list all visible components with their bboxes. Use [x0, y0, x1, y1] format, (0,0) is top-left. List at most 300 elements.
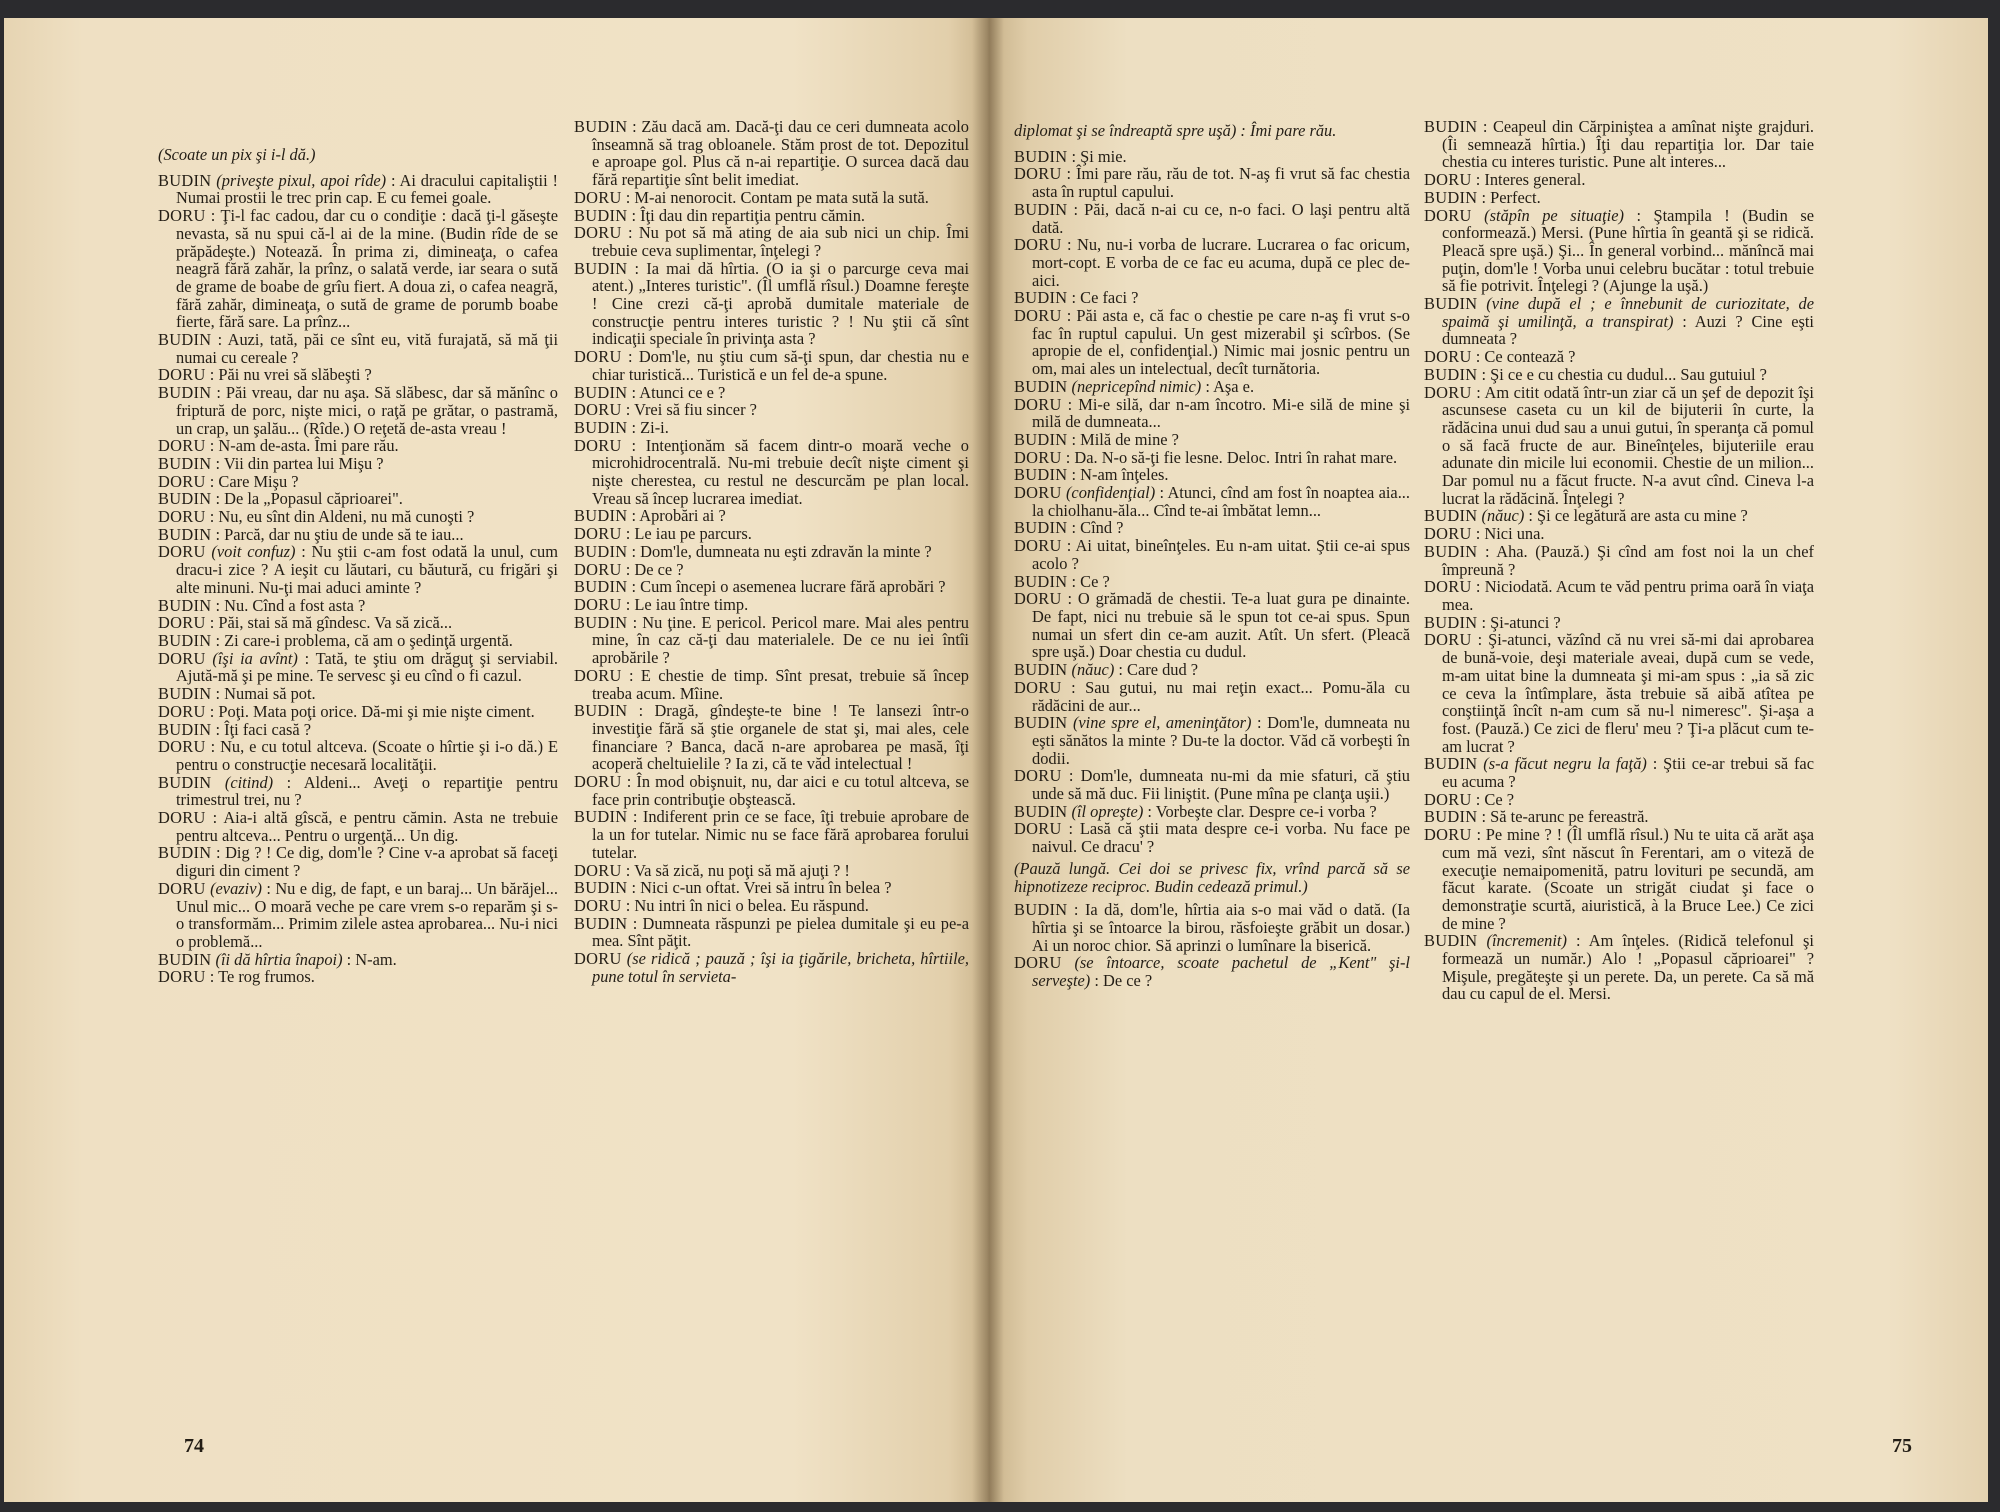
speaker-name: DORU: [1014, 306, 1062, 326]
dialogue-line: BUDIN : De la „Popasul căprioarei".: [158, 489, 403, 509]
dialogue-text: Da. N-o să-ţi fie lesne. Deloc. Intri în rahat mare.: [1074, 447, 1398, 467]
speaker-name: BUDIN: [574, 612, 628, 632]
dialogue-text: Aşa e.: [1213, 376, 1255, 396]
dialogue-text: Sau gutui, nu mai reţin exact... Pomu-ăla cu rădăcini de aur...: [1032, 677, 1410, 715]
stage-direction: (Pauză lungă. Cei doi se privesc fix, vrînd parcă să se hipnotizeze reciproc. Budin cedează primul.): [1014, 858, 1410, 896]
speaker-name: BUDIN: [1424, 541, 1478, 561]
dialogue-line: DORU : Poţi. Mata poţi orice. Dă-mi şi mie nişte ciment.: [158, 701, 535, 721]
speaker-name: DORU: [574, 665, 622, 685]
speaker-name: BUDIN: [158, 630, 212, 650]
dialogue-text: Cum începi o asemenea lucrare fără aprobări ?: [640, 577, 946, 597]
speaker-name: BUDIN: [1014, 199, 1068, 219]
dialogue-text: Nu e dig, de fapt, e un baraj... Un bărăjel... Unul mic... O moară veche pe care vrem s-o reparăm şi s-o transformăm... Primim zilele astea aprobarea... Nu-i nici o problemă...: [176, 878, 558, 951]
speaker-name: DORU: [574, 559, 622, 579]
speaker-name: DORU: [574, 524, 622, 544]
speaker-name: DORU: [1014, 394, 1062, 414]
dialogue-line: BUDIN (îi dă hîrtia înapoi) : N-am.: [158, 949, 397, 969]
dialogue-text: Atunci ce e ?: [639, 382, 726, 402]
dialogue-text: Vrei să fiu sincer ?: [634, 400, 757, 420]
speaker-name: DORU: [1424, 789, 1472, 809]
dialogue-line: BUDIN : Milă de mine ?: [1014, 429, 1179, 449]
dialogue-line: BUDIN : Cum începi o asemenea lucrare fără aprobări ?: [574, 577, 946, 597]
speaker-name: BUDIN: [1424, 294, 1478, 314]
dialogue-text: Ce faci ?: [1080, 288, 1139, 308]
speaker-name: DORU: [1014, 819, 1062, 839]
speaker-direction: (citind): [224, 772, 274, 792]
speaker-name: BUDIN: [574, 205, 628, 225]
dialogue-text: Zi-i.: [640, 417, 669, 437]
speaker-name: DORU: [1424, 347, 1472, 367]
dialogue-text: Lasă că ştii mata despre ce-i vorba. Nu face pe naivul. Ce dracu' ?: [1032, 819, 1410, 857]
dialogue-line: DORU : Şi-atunci, văzînd că nu vrei să-mi dai aprobarea de bună-voie, deşi materiale aveai, după cum se vede, m-am uitat bine la dumneata şi mi-am spus : „ia să zic ce ceva la întîmplare, ăsta trebuie să aibă atîtea pe conştiinţă încît n-am cum să nu-l nimeresc". Şi-aşa a fost. (Pauză.) Ce zici de fleru' meu ? Ţi-a plăcut cum te-am lucrat ?: [1424, 630, 1814, 756]
dialogue-text: Te rog frumos.: [218, 967, 315, 987]
dialogue-line: BUDIN (îl opreşte) : Vorbeşte clar. Despre ce-i vorba ?: [1014, 801, 1377, 821]
dialogue-text: N-am înţeles.: [1080, 465, 1169, 485]
dialogue-text: Îţi dau din repartiţia pentru cămin.: [640, 205, 865, 225]
dialogue-line: DORU : Ce ?: [1424, 789, 1514, 809]
dialogue-text: Le iau pe parcurs.: [634, 524, 752, 544]
dialogue-line: BUDIN : Parcă, dar nu ştiu de unde să te iau...: [158, 524, 464, 544]
dialogue-line: BUDIN : Dig ? ! Ce dig, dom'le ? Cine v-a aprobat să faceţi diguri din ciment ?: [158, 843, 558, 881]
dialogue-text: Mi-e silă, dar n-am încotro. Mi-e silă de mine şi milă de dumneata...: [1032, 394, 1410, 432]
dialogue-text: Ia dă, dom'le, hîrtia aia s-o mai văd o dată. (Ia hîrtia şi se întoarce la birou, răsfoieşte grăbit un dosar.) Ai un noroc chior. Să aprinzi o lumînare la biserică.: [1032, 900, 1410, 955]
dialogue-line: BUDIN : Ia dă, dom'le, hîrtia aia s-o mai văd o dată. (Ia hîrtia şi se întoarce la birou, răsfoieşte grăbit un dosar.) Ai un noroc chior. Să aprinzi o lumînare la biserică.: [1014, 900, 1410, 955]
dialogue-line: BUDIN : Cînd ?: [1014, 518, 1124, 538]
speaker-direction: (se ridică ; pauză ; îşi ia ţigările, bricheta, hîrtiile, pune totul în servieta-: [592, 949, 969, 986]
dialogue-line: DORU : E chestie de timp. Sînt presat, trebuie să încep treaba acum. Mîine.: [574, 665, 969, 703]
speaker-name: DORU: [158, 701, 206, 721]
dialogue-line: DORU : Va să zică, nu poţi să mă ajuţi ? !: [574, 860, 850, 880]
speaker-name: BUDIN: [1424, 612, 1478, 632]
speaker-name: BUDIN: [574, 541, 628, 561]
right-page-column-1: [1014, 118, 1410, 1502]
dialogue-line: BUDIN : Aprobări ai ?: [574, 506, 726, 526]
dialogue-text: Tată, te ştiu om drăguţ şi serviabil. Ajută-mă şi pe mine. Te servesc şi eu cînd o fi cazul.: [176, 648, 558, 686]
dialogue-line: DORU (se întoarce, scoate pachetul de „Kent" şi-l serveşte) : De ce ?: [1014, 953, 1410, 991]
speaker-name: BUDIN: [1424, 506, 1478, 526]
dialogue-line: DORU : Am citit odată într-un ziar că un şef de depozit îşi ascunsese caseta cu un kil de bijuterii în curte, la rădăcina unui dud sau a unui gutui, în speranţa că pomul o să facă fructe de aur. Bineînţeles, bijuteriile erau adunate din micile lui economii. Chestie de un milion... Dar pomul nu a făcut fructe. N-a avut cînd. Cineva l-a lucrat la rădăcină. Înţelegi ?: [1424, 382, 1814, 508]
dialogue-line: DORU : Vrei să fiu sincer ?: [574, 400, 757, 420]
dialogue-text: În mod obişnuit, nu, dar aici e cu totul altceva, se face prin contribuţie obştească.: [592, 772, 969, 809]
speaker-name: BUDIN: [158, 719, 212, 739]
speaker-name: BUDIN: [1014, 571, 1068, 591]
dialogue-text: Dom'le, dumneata nu eşti sănătos la minte ? Du-te la doctor. Văd că vorbeşti în dodii.: [1032, 713, 1410, 768]
speaker-name: BUDIN: [158, 330, 212, 350]
dialogue-line: DORU : Care Mişu ?: [158, 471, 299, 491]
dialogue-line: DORU (evaziv) : Nu e dig, de fapt, e un baraj... Un bărăjel... Unul mic... O moară veche pe care vrem s-o reparăm şi s-o transformăm... Primim zilele astea aprobarea... Nu-i nici o problemă...: [158, 878, 558, 951]
dialogue-text: Ştampila ! (Budin se conformează.) Mersi. (Pune hîrtia în geantă şi se ridică. Pleacă spre uşă.) Şi... În general vorbind... mănîncă mai puţin, dom'le ! Vorba unui celebru bucătar : totul trebuie să fie potrivit. Înţelegi ? (Ajunge la uşă.): [1442, 205, 1814, 296]
dialogue-line: DORU : Nu, e cu totul altceva. (Scoate o hîrtie şi i-o dă.) E pentru o construcţie necesară localităţii.: [158, 737, 558, 774]
dialogue-line: BUDIN (năuc) : Care dud ?: [1014, 660, 1199, 680]
dialogue-text: Dom'le, nu ştiu cum să-ţi spun, dar chestia nu e chiar turistică... Turistică e un fel de-a spune.: [592, 347, 969, 384]
speaker-name: BUDIN: [1424, 187, 1478, 207]
speaker-name: DORU: [1014, 483, 1062, 503]
speaker-name: BUDIN: [1424, 118, 1478, 136]
dialogue-text: Nici c-un oftat. Vrei să intru în belea ?: [640, 878, 892, 898]
dialogue-text: M-ai nenorocit. Contam pe mata sută la sută.: [634, 187, 929, 207]
stage-direction: (Scoate un pix şi i-l dă.): [158, 145, 316, 164]
dialogue-text: Pe mine ? ! (Îl umflă rîsul.) Nu te uita că arăt aşa cum mă vezi, sînt născut în Ferentari, am o viteză de execuţie nemaipomenită, patru lovituri pe secundă, am făcut karate. (Scoate un strigăt ciudat şi face o demonstraţie scurtă, aiuristică, à la Bruce Lee.) Ce zici de mine ?: [1442, 825, 1814, 933]
dialogue-text: Perfect.: [1490, 187, 1541, 207]
dialogue-line: DORU (confidenţial) : Atunci, cînd am fost în noaptea aia... la chiolhanu-ăla... Cînd te-ai îmbătat lemn...: [1014, 483, 1410, 520]
dialogue-line: DORU : Mi-e silă, dar n-am încotro. Mi-e silă de mine şi milă de dumneata...: [1014, 394, 1410, 432]
speaker-name: BUDIN: [158, 453, 212, 473]
dialogue-line: BUDIN : Ia mai dă hîrtia. (O ia şi o parcurge ceva mai atent.) „Interes turistic". (Îl umflă rîsul.) Doamne fereşte ! Cine crezi că-ţi aprobă dumitale materiale de construcţie pentru interes turistic ? ! Nu ştii că sînt indicaţii speciale în privinţa asta ?: [574, 258, 969, 349]
speaker-name: BUDIN: [1014, 900, 1068, 920]
dialogue-text: Am citit odată într-un ziar că un şef de depozit îşi ascunsese caseta cu un kil de bijuterii în curte, la rădăcina unui dud sau a unui gutui, în speranţa că pomul o să facă fructe de aur. Bineînţeles, bijuteriile erau adunate din micile lui economii. Chestie de un milion... Dar pomul nu a făcut fructe. N-a avut cînd. Cineva l-a lucrat la rădăcină. Înţelegi ?: [1442, 382, 1814, 508]
dialogue-line: DORU : Aia-i altă gîscă, e pentru cămin. Asta ne trebuie pentru altceva... Pentru o urgenţă... Un dig.: [158, 808, 558, 845]
dialogue-line: DORU : Păi nu vrei să slăbeşti ?: [158, 365, 372, 385]
dialogue-line: DORU : Păi asta e, că fac o chestie pe care n-aş fi vrut s-o fac în ruptul capului. Un gest mizerabil şi scîrbos. (Se apropie de el, confidenţial.) Nimic mai josnic pentru un om, mai ales un intelectual, decît turnătoria.: [1014, 306, 1410, 379]
speaker-name: BUDIN: [574, 382, 628, 402]
speaker-name: BUDIN: [1424, 364, 1478, 384]
dialogue-line: BUDIN : Dumneata răspunzi pe pielea dumitale şi eu pe-a mea. Sînt păţit.: [574, 913, 969, 951]
dialogue-line: BUDIN : Auzi, tată, păi ce sînt eu, vită furajată, să mă ţii numai cu cereale ?: [158, 330, 558, 367]
dialogue-text: Le iau între timp.: [634, 594, 749, 614]
speaker-name: BUDIN: [158, 772, 212, 792]
speaker-name: BUDIN: [158, 684, 212, 704]
dialogue-line: DORU : Dom'le, dumneata nu-mi da mie sfaturi, că ştiu unde să mă duc. Fii liniştit. (Pune mîna pe clanţa uşii.): [1014, 766, 1410, 804]
dialogue-text: Păi, dacă n-ai cu ce, n-o faci. O laşi pentru altă dată.: [1032, 199, 1410, 237]
speaker-name: BUDIN: [1014, 713, 1068, 733]
speaker-name: DORU: [158, 206, 206, 226]
speaker-name: BUDIN: [158, 524, 212, 544]
dialogue-line: [574, 950, 969, 985]
dialogue-text: Indiferent prin ce se face, îţi trebuie aprobare de la un for tutelar. Nimic nu se face fără aprobarea forului tutelar.: [592, 807, 969, 862]
dialogue-text: Aprobări ai ?: [639, 506, 726, 526]
dialogue-line: DORU : Le iau pe parcurs.: [574, 524, 752, 544]
right-page: [988, 18, 1988, 1502]
dialogue-line: BUDIN : Şi-atunci ?: [1424, 612, 1561, 632]
dialogue-text: Nu intri în nici o belea. Eu răspund.: [634, 895, 869, 915]
dialogue-line: DORU (voit confuz) : Nu ştii c-am fost odată la unul, cum dracu-i zice ? A ieşit cu lăutari, cu băutură, cu frigări şi alte minuni. Nu-ţi mai aduci aminte ?: [158, 542, 558, 597]
dialogue-text: N-am de-asta. Îmi pare rău.: [218, 436, 399, 456]
dialogue-text: Ia mai dă hîrtia. (O ia şi o parcurge ceva mai atent.) „Interes turistic". (Îl umflă rîsul.) Doamne fereşte ! Cine crezi că-ţi aprobă dumitale materiale de construcţie pentru interes turistic ? ! Nu ştii că sînt indicaţii speciale în privinţa asta ?: [592, 258, 969, 349]
dialogue-text: Îţi faci casă ?: [224, 719, 312, 739]
speaker-direction: (încremenit): [1486, 931, 1567, 951]
speaker-name: DORU: [574, 400, 622, 420]
speaker-name: DORU: [1014, 164, 1062, 184]
speaker-name: BUDIN: [574, 417, 628, 437]
speaker-direction: (stăpîn pe situaţie): [1484, 205, 1624, 225]
dialogue-text: Intenţionăm să facem dintr-o moară veche o microhidrocentrală. Nu-mi trebuie decît nişte ciment şi nişte cherestea, cu restul ne descurcăm pe plan local. Vreau să încep lucrarea imediat.: [592, 435, 969, 508]
speaker-direction: (îl opreşte): [1071, 801, 1144, 821]
left-page: [4, 18, 988, 1502]
speaker-name: BUDIN: [574, 258, 628, 278]
speaker-name: DORU: [1014, 235, 1062, 255]
speaker-name: BUDIN: [1014, 146, 1068, 166]
speaker-name: DORU: [574, 187, 622, 207]
dialogue-line: BUDIN : Şi mie.: [1014, 146, 1127, 166]
dialogue-text: Ce ?: [1484, 789, 1514, 809]
dialogue-line: BUDIN (nepricepînd nimic) : Aşa e.: [1014, 376, 1255, 396]
speaker-name: DORU: [574, 949, 622, 969]
dialogue-text: Ştii ce-ar trebui să fac eu acuma ?: [1442, 754, 1814, 792]
speaker-name: DORU: [1424, 577, 1472, 597]
speaker-name: BUDIN: [1014, 429, 1068, 449]
dialogue-line: DORU : De ce ?: [574, 559, 684, 579]
stage-direction: diplomat şi se îndreaptă spre uşă) : Îmi pare rău.: [1014, 121, 1337, 140]
dialogue-line: DORU : Nu pot să mă ating de aia sub nici un chip. Îmi trebuie ceva suplimentar, înţelegi ?: [574, 223, 969, 260]
dialogue-text: Ce contează ?: [1484, 347, 1576, 367]
dialogue-line: DORU : Dom'le, nu ştiu cum să-ţi spun, dar chestia nu e chiar turistică... Turistică e un fel de-a spune.: [574, 347, 969, 384]
dialogue-line: BUDIN : Zău dacă am. Dacă-ţi dau ce ceri dumneata acolo înseamnă să trag obloanele. Stăm prost de tot. Depozitul e aproape gol. Plus că n-ai repartiţie. O surcea dacă dau fără repartiţie sînt belit imediat.: [574, 118, 969, 190]
dialogue-line: BUDIN : N-am înţeles.: [1014, 465, 1169, 485]
dialogue-text: Păi nu vrei să slăbeşti ?: [218, 365, 372, 385]
speaker-name: DORU: [1014, 766, 1062, 786]
dialogue-line: DORU : Interes general.: [1424, 170, 1586, 190]
dialogue-text: Dumneata răspunzi pe pielea dumitale şi eu pe-a mea. Sînt păţit.: [592, 913, 969, 951]
dialogue-text: Şi-atunci, văzînd că nu vrei să-mi dai aprobarea de bună-voie, deşi materiale aveai, după cum se vede, m-am uitat bine la dumneata şi mi-am spus : „ia să zic ce ceva la întîmplare, ăsta trebuie să aibă atîtea pe conştiinţă încît n-am cum să nu-l nimeresc". Şi-aşa a fost. (Pauză.) Ce zici de fleru' meu ? Ţi-a plăcut cum te-am lucrat ?: [1442, 630, 1814, 756]
page-number-left: 74: [184, 1435, 204, 1457]
dialogue-text: Zău dacă am. Dacă-ţi dau ce ceri dumneata acolo înseamnă să trag obloanele. Stăm prost de tot. Depozitul e aproape gol. Plus că n-ai repartiţie. O surcea dacă dau fără repartiţie sînt belit imediat.: [592, 118, 969, 190]
dialogue-line: BUDIN : Aha. (Pauză.) Şi cînd am fost noi la un chef împreună ?: [1424, 541, 1814, 579]
speaker-name: DORU: [1424, 170, 1472, 190]
dialogue-text: Vii din partea lui Mişu ?: [223, 453, 384, 473]
speaker-name: DORU: [574, 435, 622, 455]
dialogue-line: BUDIN : Păi vreau, dar nu aşa. Să slăbesc, dar să mănînc o friptură de porc, nişte mici, o raţă pe grătar, o pastramă, un crap, un şalău... (Rîde.) O reţetă de-asta vreau !: [158, 383, 558, 438]
page-number-right: 75: [1892, 1435, 1912, 1457]
speaker-name: BUDIN: [574, 878, 628, 898]
speaker-name: DORU: [1424, 825, 1472, 845]
speaker-name: DORU: [158, 967, 206, 987]
speaker-name: DORU: [1014, 677, 1062, 697]
dialogue-text: Păi asta e, că fac o chestie pe care n-aş fi vrut s-o fac în ruptul capului. Un gest mizerabil şi scîrbos. (Se apropie de el, confidenţial.) Nimic mai josnic pentru un om, mai ales un intelectual, decît turnătoria.: [1032, 306, 1410, 379]
speaker-name: DORU: [1424, 524, 1472, 544]
dialogue-text: De ce ?: [634, 559, 684, 579]
dialogue-line: DORU : M-ai nenorocit. Contam pe mata sută la sută.: [574, 187, 929, 207]
dialogue-line: DORU : Nici una.: [1424, 524, 1545, 544]
dialogue-text: Care dud ?: [1127, 660, 1199, 680]
speaker-name: BUDIN: [574, 701, 628, 721]
dialogue-line: DORU : Niciodată. Acum te văd pentru prima oară în viaţa mea.: [1424, 577, 1814, 614]
dialogue-line: BUDIN (încremenit) : Am înţeles. (Ridică telefonul şi formează un număr.) Alo ! „Popasul căprioarei" ? Mişule, pregăteşte şi un perete. Da, un perete. Ca să mă dau cu capul de el. Mersi.: [1424, 931, 1814, 1004]
speaker-name: DORU: [574, 772, 622, 792]
speaker-direction: (îşi ia avînt): [212, 648, 298, 668]
dialogue-text: Milă de mine ?: [1080, 429, 1179, 449]
dialogue-text: Şi mie.: [1080, 146, 1127, 166]
speaker-name: BUDIN: [1014, 660, 1068, 680]
dialogue-line: BUDIN : Să te-arunc pe fereastră.: [1424, 807, 1649, 827]
dialogue-text: Ceapeul din Cărpiniştea a amînat nişte grajduri. (Îi semnează hîrtia.) Îţi dau repartiţia lor. Dar taie chestia cu interes turistic. Pune alt interes...: [1442, 118, 1814, 172]
dialogue-text: Ce ?: [1080, 571, 1110, 591]
speaker-name: DORU: [158, 471, 206, 491]
dialogue-line: BUDIN : Păi, dacă n-ai cu ce, n-o faci. O laşi pentru altă dată.: [1014, 199, 1410, 237]
speaker-name: DORU: [158, 365, 206, 385]
dialogue-text: Auzi ? Cine eşti dumneata ?: [1442, 311, 1814, 349]
dialogue-text: Nu, nu-i vorba de lucrare. Lucrarea o fac oricum, mort-copt. E vorba de ce fac eu acuma, după ce plec de-aici.: [1032, 235, 1410, 290]
dialogue-line: DORU : Ţi-l fac cadou, dar cu o condiţie : dacă ţi-l găseşte nevasta, să nu spui că-l ai de la mine. (Budin rîde de se prăpădeşte.) Notează. În prima zi, dimineaţa, o cafea neagră fără zahăr, la prînz, o salată verde, iar seara o sută de grame de boabe de grîu fiert. A doua zi, o cafea neagră, fără zahăr, dimineaţa, o sută de grame de porumb boabe fierte, fără sare. La prînz...: [158, 206, 558, 332]
dialogue-text: Nu ţine. E pericol. Pericol mare. Mai ales pentru mine, în caz că-ţi dau materialele. De ce nu iei întîi aprobările ?: [592, 612, 969, 668]
dialogue-line: DORU : Sau gutui, nu mai reţin exact... Pomu-ăla cu rădăcini de aur...: [1014, 677, 1410, 715]
dialogue-line: DORU : Pe mine ? ! (Îl umflă rîsul.) Nu te uita că arăt aşa cum mă vezi, sînt născut în Ferentari, am o viteză de execuţie nemaipomenită, patru lovituri pe secundă, am făcut karate. (Scoate un strigăt ciudat şi face o demonstraţie scurtă, aiuristică, à la Bruce Lee.) Ce zici de mine ?: [1424, 825, 1814, 933]
dialogue-text: Am înţeles. (Ridică telefonul şi formează un număr.) Alo ! „Popasul căprioarei" ? Mişule, pregăteşte şi un perete. Da, un perete. Ca să mă dau cu capul de el. Mersi.: [1442, 931, 1814, 1004]
dialogue-line: BUDIN (citind) : Aldeni... Aveţi o repartiţie pentru trimestrul trei, nu ?: [158, 772, 558, 810]
speaker-name: DORU: [1424, 205, 1472, 225]
left-page-column-1: [158, 142, 558, 1502]
dialogue-text: De la „Popasul căprioarei".: [224, 489, 403, 509]
dialogue-line: BUDIN : Nu. Cînd a fost asta ?: [158, 595, 366, 615]
speaker-name: BUDIN: [158, 489, 212, 509]
dialogue-text: Nu ştii c-am fost odată la unul, cum dracu-i zice ? A ieşit cu lăutari, cu băutură, cu frigări şi alte minuni. Nu-ţi mai aduci aminte ?: [176, 542, 558, 597]
dialogue-line: BUDIN : Ce ?: [1014, 571, 1110, 591]
dialogue-text: Dom'le, dumneata nu eşti zdravăn la minte ?: [640, 541, 932, 561]
dialogue-text: Şi ce e cu chestia cu dudul... Sau gutuiul ?: [1490, 364, 1767, 384]
dialogue-line: BUDIN : Nu ţine. E pericol. Pericol mare. Mai ales pentru mine, în caz că-ţi dau materialele. De ce nu iei întîi aprobările ?: [574, 612, 969, 668]
dialogue-text: Dig ? ! Ce dig, dom'le ? Cine v-a aprobat să faceţi diguri din ciment ?: [176, 843, 558, 881]
dialogue-text: Nu. Cînd a fost asta ?: [224, 595, 366, 615]
dialogue-line: DORU : Le iau între timp.: [574, 594, 749, 614]
speaker-name: BUDIN: [158, 383, 212, 403]
speaker-name: BUDIN: [574, 506, 628, 526]
speaker-name: BUDIN: [1014, 518, 1068, 538]
dialogue-line: BUDIN : Ce faci ?: [1014, 288, 1139, 308]
speaker-name: BUDIN: [1424, 931, 1478, 951]
dialogue-text: Care Mişu ?: [218, 471, 299, 491]
dialogue-line: BUDIN (vine după el ; e înnebunit de curiozitate, de spaimă şi umilinţă, a transpirat) : Auzi ? Cine eşti dumneata ?: [1424, 294, 1814, 349]
dialogue-line: DORU : În mod obişnuit, nu, dar aici e cu totul altceva, se face prin contribuţie obştească.: [574, 772, 969, 809]
speaker-direction: (voit confuz): [211, 542, 296, 562]
speaker-name: DORU: [158, 808, 206, 828]
dialogue-text: Dragă, gîndeşte-te bine ! Te lansezi într-o investiţie fără să ştie organele de stat şi, mai ales, cele financiare ? Banca, dacă n-are aprobarea pe masă, îţi acoperă cheltuielile ? Ia zi, că te văd intelectual !: [592, 701, 969, 774]
dialogue-text: Să te-arunc pe fereastră.: [1490, 807, 1649, 827]
speaker-name: DORU: [158, 613, 206, 633]
speaker-name: DORU: [158, 542, 206, 562]
dialogue-text: Aldeni... Aveţi o repartiţie pentru trimestrul trei, nu ?: [176, 772, 558, 810]
speaker-direction: (vine spre el, ameninţător): [1072, 713, 1252, 733]
speaker-name: BUDIN: [574, 577, 628, 597]
speaker-direction: (nepricepînd nimic): [1071, 376, 1202, 396]
dialogue-text: Parcă, dar nu ştiu de unde să te iau...: [224, 524, 464, 544]
dialogue-text: Interes general.: [1484, 170, 1586, 190]
speaker-direction: (se întoarce, scoate pachetul de „Kent" şi-l serveşte): [1032, 953, 1410, 991]
dialogue-text: Atunci, cînd am fost în noaptea aia... la chiolhanu-ăla... Cînd te-ai îmbătat lemn...: [1032, 483, 1410, 520]
speaker-name: DORU: [1014, 536, 1062, 556]
dialogue-line: BUDIN : Zi-i.: [574, 417, 669, 437]
dialogue-line: DORU : O grămadă de chestii. Te-a luat gura pe dinainte. De fapt, nici nu trebuie să le spun tot ce-ai spus. Spun numai un sfert din ce-am auzit. Atît. Un sfert. (Pleacă spre uşă.) Doar chestia cu dudul.: [1014, 589, 1410, 662]
dialogue-text: Nu pot să mă ating de aia sub nici un chip. Îmi trebuie ceva suplimentar, înţelegi ?: [592, 223, 969, 260]
speaker-name: BUDIN: [574, 807, 628, 827]
dialogue-line: DORU : Păi, stai să mă gîndesc. Va să zică...: [158, 613, 453, 633]
dialogue-line: BUDIN : Vii din partea lui Mişu ?: [158, 453, 384, 473]
dialogue-text: Şi ce legătură are asta cu mine ?: [1537, 506, 1748, 526]
speaker-name: DORU: [574, 895, 622, 915]
dialogue-line: BUDIN : Numai să pot.: [158, 684, 316, 704]
speaker-name: BUDIN: [1014, 465, 1068, 485]
dialogue-text: Numai să pot.: [224, 684, 316, 704]
speaker-name: DORU: [158, 878, 206, 898]
dialogue-line: DORU (stăpîn pe situaţie) : Ştampila ! (Budin se conformează.) Mersi. (Pune hîrtia în geantă şi se ridică. Pleacă spre uşă.) Şi... În general vorbind... mănîncă mai puţin, dom'le ! Vorba unui celebru bucătar : totul trebuie să fie potrivit. Înţelegi ? (Ajunge la uşă.): [1424, 205, 1814, 296]
dialogue-line: BUDIN : Şi ce e cu chestia cu dudul... Sau gutuiul ?: [1424, 364, 1767, 384]
dialogue-line: DORU : Nu, eu sînt din Aldeni, nu mă cunoşti ?: [158, 507, 475, 527]
speaker-name: DORU: [574, 347, 622, 367]
speaker-name: BUDIN: [1014, 288, 1068, 308]
speaker-name: DORU: [1014, 447, 1062, 467]
dialogue-text: Vorbeşte clar. Despre ce-i vorba ?: [1155, 801, 1377, 821]
speaker-name: BUDIN: [158, 170, 212, 190]
dialogue-text: Ai uitat, bineînţeles. Eu n-am uitat. Ştii ce-ai spus acolo ?: [1032, 536, 1410, 573]
dialogue-line: BUDIN : Îţi dau din repartiţia pentru cămin.: [574, 205, 865, 225]
dialogue-text: Aha. (Pauză.) Şi cînd am fost noi la un chef împreună ?: [1442, 541, 1814, 579]
dialogue-line: DORU : Da. N-o să-ţi fie lesne. Deloc. Intri în rahat mare.: [1014, 447, 1398, 467]
dialogue-text: De ce ?: [1103, 971, 1153, 991]
dialogue-line: BUDIN (năuc) : Şi ce legătură are asta cu mine ?: [1424, 506, 1748, 526]
speaker-name: BUDIN: [574, 118, 628, 136]
speaker-name: DORU: [158, 507, 206, 527]
speaker-name: DORU: [158, 737, 206, 757]
dialogue-line: DORU : Ce contează ?: [1424, 347, 1576, 367]
dialogue-line: DORU : Ai uitat, bineînţeles. Eu n-am uitat. Ştii ce-ai spus acolo ?: [1014, 536, 1410, 573]
dialogue-text: Cînd ?: [1080, 518, 1124, 538]
dialogue-line: BUDIN (vine spre el, ameninţător) : Dom'le, dumneata nu eşti sănătos la minte ? Du-te la doctor. Văd că vorbeşti în dodii.: [1014, 713, 1410, 768]
speaker-name: DORU: [574, 594, 622, 614]
dialogue-text: Dom'le, dumneata nu-mi da mie sfaturi, că ştiu unde să mă duc. Fii liniştit. (Pune mîna pe clanţa uşii.): [1032, 766, 1410, 804]
speaker-direction: (năuc): [1071, 660, 1115, 680]
speaker-direction: (evaziv): [210, 878, 262, 898]
dialogue-text: Nici una.: [1484, 524, 1545, 544]
speaker-name: BUDIN: [1424, 807, 1478, 827]
speaker-name: BUDIN: [158, 595, 212, 615]
right-page-column-2: [1424, 118, 1814, 1502]
dialogue-line: BUDIN (s-a făcut negru la faţă) : Ştii ce-ar trebui să fac eu acuma ?: [1424, 754, 1814, 792]
speaker-direction: (s-a făcut negru la faţă): [1483, 754, 1647, 774]
dialogue-text: O grămadă de chestii. Te-a luat gura pe dinainte. De fapt, nici nu trebuie să le spun tot ce-ai spus. Spun numai un sfert din ce-am auzit. Atît. Un sfert. (Pleacă spre uşă.) Doar chestia cu dudul.: [1032, 589, 1410, 662]
dialogue-text: Aia-i altă gîscă, e pentru cămin. Asta ne trebuie pentru altceva... Pentru o urgenţă... Un dig.: [176, 808, 558, 845]
dialogue-text: Ai dracului capitaliştii ! Numai prostii le trec prin cap. E cu femei goale.: [176, 170, 558, 208]
dialogue-line: DORU (îşi ia avînt) : Tată, te ştiu om drăguţ şi serviabil. Ajută-mă şi pe mine. Te servesc şi eu cînd o fi cazul.: [158, 648, 558, 686]
dialogue-text: Nu, eu sînt din Aldeni, nu mă cunoşti ?: [218, 507, 475, 527]
dialogue-line: BUDIN : Ceapeul din Cărpiniştea a amînat nişte grajduri. (Îi semnează hîrtia.) Îţi dau repartiţia lor. Dar taie chestia cu interes turistic. Pune alt interes...: [1424, 118, 1814, 172]
speaker-direction: (vine după el ; e înnebunit de curiozitate, de spaimă şi umilinţă, a transpirat): [1442, 294, 1814, 331]
dialogue-text: Ţi-l fac cadou, dar cu o condiţie : dacă ţi-l găseşte nevasta, să nu spui că-l ai de la mine. (Budin rîde de se prăpădeşte.) Notează. În prima zi, dimineaţa, o cafea neagră fără zahăr, la prînz, o salată verde, iar seara o sută de grame de boabe de grîu fiert. A doua zi, o cafea neagră, fără zahăr, dimineaţa, o sută de grame de porumb boabe fierte, fără sare. La prînz...: [176, 206, 558, 332]
speaker-name: DORU: [1424, 382, 1472, 402]
dialogue-text: Păi, stai să mă gîndesc. Va să zică...: [218, 613, 453, 633]
dialogue-text: Păi vreau, dar nu aşa. Să slăbesc, dar să mănînc o friptură de porc, nişte mici, o raţă pe grătar, o pastramă, un crap, un şalău... (Rîde.) O reţetă de-asta vreau !: [176, 383, 558, 438]
dialogue-line: DORU : Nu, nu-i vorba de lucrare. Lucrarea o fac oricum, mort-copt. E vorba de ce fac eu acuma, după ce plec de-aici.: [1014, 235, 1410, 290]
dialogue-line: DORU : Lasă că ştii mata despre ce-i vorba. Nu face pe naivul. Ce dracu' ?: [1014, 819, 1410, 857]
dialogue-line: BUDIN : Indiferent prin ce se face, îţi trebuie aprobare de la un for tutelar. Nimic nu se face fără aprobarea forului tutelar.: [574, 807, 969, 862]
dialogue-line: DORU : Te rog frumos.: [158, 967, 315, 987]
dialogue-text: E chestie de timp. Sînt presat, trebuie să încep treaba acum. Mîine.: [592, 665, 969, 703]
dialogue-text: Şi-atunci ?: [1490, 612, 1561, 632]
speaker-name: DORU: [158, 436, 206, 456]
dialogue-line: DORU : N-am de-asta. Îmi pare rău.: [158, 436, 399, 456]
dialogue-line: BUDIN : Dragă, gîndeşte-te bine ! Te lansezi într-o investiţie fără să ştie organele de stat şi, mai ales, cele financiare ? Banca, dacă n-are aprobarea pe masă, îţi acoperă cheltuielile ? Ia zi, că te văd intelectual !: [574, 701, 969, 774]
dialogue-line: BUDIN : Îţi faci casă ?: [158, 719, 312, 739]
dialogue-line: BUDIN : Dom'le, dumneata nu eşti zdravăn la minte ?: [574, 541, 932, 561]
dialogue-line: BUDIN : Zi care-i problema, că am o şedinţă urgentă.: [158, 630, 513, 650]
dialogue-line: DORU : Intenţionăm să facem dintr-o moară veche o microhidrocentrală. Nu-mi trebuie decît nişte ciment şi nişte cherestea, cu restul ne descurcăm pe plan local. Vreau să încep lucrarea imediat.: [574, 435, 969, 508]
dialogue-line: BUDIN : Nici c-un oftat. Vrei să intru în belea ?: [574, 878, 892, 898]
dialogue-line: BUDIN (priveşte pixul, apoi rîde) : Ai dracului capitaliştii ! Numai prostii le trec prin cap. E cu femei goale.: [158, 170, 558, 208]
speaker-name: DORU: [574, 860, 622, 880]
dialogue-line: DORU : Nu intri în nici o belea. Eu răspund.: [574, 895, 869, 915]
speaker-direction: (îi dă hîrtia înapoi): [215, 949, 343, 969]
dialogue-text: Poţi. Mata poţi orice. Dă-mi şi mie nişte ciment.: [218, 701, 535, 721]
speaker-direction: (confidenţial): [1065, 483, 1156, 503]
dialogue-text: Nu, e cu totul altceva. (Scoate o hîrtie şi i-o dă.) E pentru o construcţie necesară localităţii.: [176, 737, 558, 774]
dialogue-text: Va să zică, nu poţi să mă ajuţi ? !: [634, 860, 850, 880]
speaker-name: DORU: [1014, 589, 1062, 609]
speaker-direction: (năuc): [1481, 506, 1525, 526]
speaker-direction: (priveşte pixul, apoi rîde): [216, 170, 387, 190]
left-page-column-2: [574, 118, 969, 1502]
dialogue-text: Auzi, tată, păi ce sînt eu, vită furajată, să mă ţii numai cu cereale ?: [176, 330, 558, 367]
dialogue-line: BUDIN : Atunci ce e ?: [574, 382, 726, 402]
speaker-name: BUDIN: [1014, 801, 1068, 821]
speaker-name: DORU: [158, 648, 206, 668]
speaker-name: BUDIN: [574, 913, 628, 933]
